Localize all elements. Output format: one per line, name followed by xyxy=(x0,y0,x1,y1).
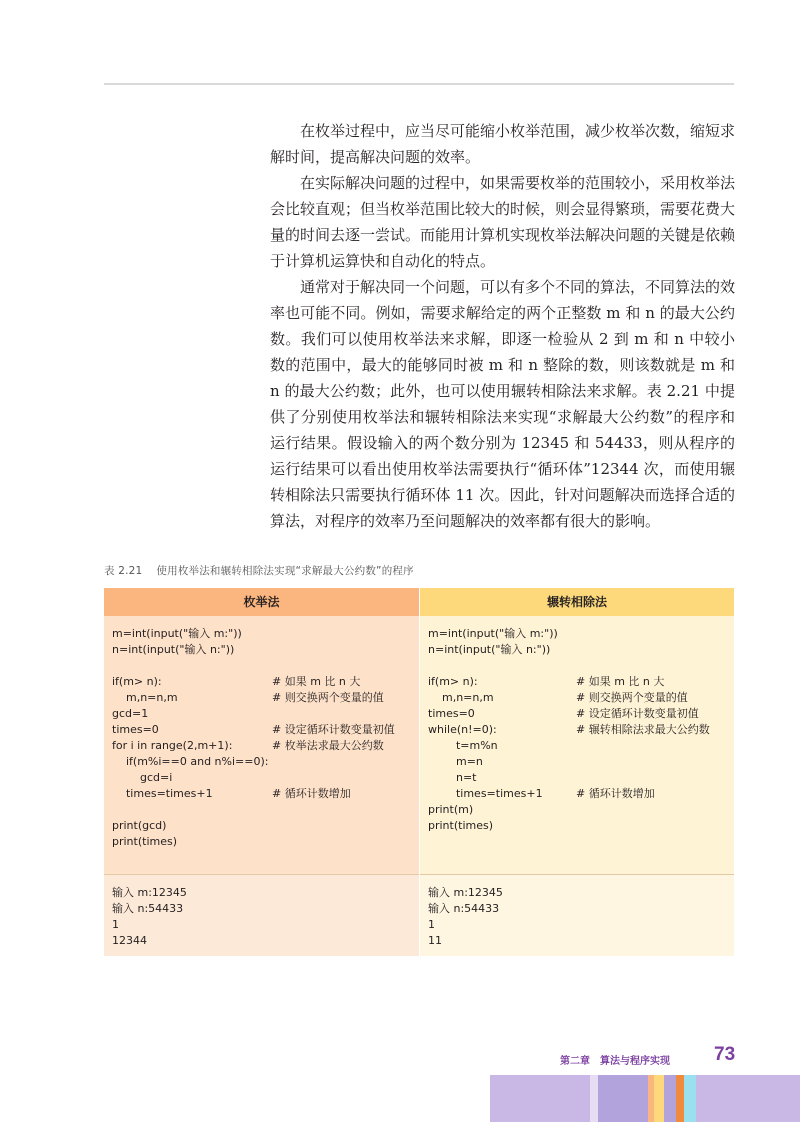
code-line: m,n=n,m xyxy=(112,691,178,704)
euclid-code xyxy=(420,616,734,875)
code-line: gcd=1 xyxy=(112,707,149,720)
code-line: times=0 xyxy=(428,707,475,720)
code-comment: # 循环计数增加 xyxy=(272,787,351,800)
code-line: times=0 xyxy=(112,723,159,736)
enumeration-code xyxy=(104,616,419,875)
code-line: print(m) xyxy=(428,803,474,816)
paragraph: 在实际解决问题的过程中，如果需要枚举的范围较小，采用枚举法会比较直观；但当枚举范围比较大的时候，则会显得繁琐，需要花费大量的时间去逐一尝试。而能用计算机实现枚举法解决问题的关键是依赖于计算机运算快和自动化的特点。 xyxy=(270,174,736,270)
code-line: while(n!=0): xyxy=(428,723,497,736)
code-line: for i in range(2,m+1): xyxy=(112,739,233,752)
code-line: if(m> n): xyxy=(112,675,162,688)
output-line: 1 xyxy=(112,918,119,931)
stripe xyxy=(598,1075,648,1122)
code-line: print(times) xyxy=(428,819,494,832)
output-line: 输入 n:54433 xyxy=(112,902,184,915)
chapter-label: 第二章 xyxy=(560,1056,590,1067)
code-line: gcd=i xyxy=(112,771,173,784)
code-comment: # 如果 m 比 n 大 xyxy=(576,675,665,688)
code-line: m=int(input("输入 m:")) xyxy=(112,627,242,640)
code-line: if(m%i==0 and n%i==0): xyxy=(112,755,269,768)
output-line: 输入 m:12345 xyxy=(428,886,503,899)
stripe xyxy=(654,1075,664,1122)
decorative-stripes xyxy=(490,1075,800,1122)
code-comment: # 设定循环计数变量初值 xyxy=(272,723,395,736)
code-comment: # 如果 m 比 n 大 xyxy=(272,675,361,688)
chapter-title: 算法与程序实现 xyxy=(600,1056,670,1067)
stripe xyxy=(684,1075,696,1122)
output-line: 11 xyxy=(428,934,442,947)
footer-chapter xyxy=(560,1052,670,1067)
code-comment: # 枚举法求最大公约数 xyxy=(272,739,384,752)
body-text xyxy=(270,118,735,534)
output-line: 输入 m:12345 xyxy=(112,886,187,899)
top-rule xyxy=(104,83,734,85)
code-line: times=times+1 xyxy=(428,787,543,800)
code-line: m,n=n,m xyxy=(428,691,494,704)
stripe xyxy=(676,1075,684,1122)
enumeration-column xyxy=(104,588,419,956)
code-line: n=int(input("输入 n:")) xyxy=(112,643,235,656)
code-line: m=int(input("输入 m:")) xyxy=(428,627,558,640)
code-comment: # 循环计数增加 xyxy=(576,787,655,800)
table-caption xyxy=(104,563,734,578)
code-line: n=int(input("输入 n:")) xyxy=(428,643,551,656)
code-line: print(times) xyxy=(112,835,178,848)
code-line: m=n xyxy=(428,755,483,768)
euclid-output xyxy=(420,875,734,956)
table-title: 使用枚举法和辗转相除法实现“求解最大公约数”的程序 xyxy=(156,565,414,577)
code-line: n=t xyxy=(428,771,477,784)
code-line: t=m%n xyxy=(428,739,498,752)
code-comparison-table xyxy=(104,588,734,956)
euclid-header: 辗转相除法 xyxy=(420,588,734,616)
code-line: print(gcd) xyxy=(112,819,167,832)
code-comment: # 辗转相除法求最大公约数 xyxy=(576,723,710,736)
stripe xyxy=(696,1075,800,1122)
stripe xyxy=(490,1075,590,1122)
code-comment: # 则交换两个变量的值 xyxy=(576,691,688,704)
euclid-column xyxy=(420,588,734,956)
code-comment: # 设定循环计数变量初值 xyxy=(576,707,699,720)
output-line: 1 xyxy=(428,918,435,931)
enumeration-output xyxy=(104,875,419,956)
stripe xyxy=(664,1075,676,1122)
code-line: times=times+1 xyxy=(112,787,213,800)
output-line: 12344 xyxy=(112,934,147,947)
code-line: if(m> n): xyxy=(428,675,478,688)
table-number: 表 2.21 xyxy=(104,565,143,577)
stripe xyxy=(590,1075,598,1122)
enumeration-header: 枚举法 xyxy=(104,588,419,616)
output-line: 输入 n:54433 xyxy=(428,902,500,915)
code-comment: # 则交换两个变量的值 xyxy=(272,691,384,704)
paragraph: 通常对于解决同一个问题，可以有多个不同的算法，不同算法的效率也可能不同。例如，需要求解给定的两个正整数 m 和 n 的最大公约数。我们可以使用枚举法来求解，即逐一检验从 2 到 m 和 n 中较小数的范围中，最大的能够同时被 m 和 n 整除的数，则该数就是 m 和 n 的最大公约数；此外，也可以使用辗转相除法来求解。表 2.21 中提供了分别使用枚举法和辗转相除法来实现“求解最大公约数”的程序和运行结果。假设输入的两个数分别为 12345 和 54433，则从程序的运行结果可以看出使用枚举法需要执行“循环体”12344 次，而使用辗转相除法只需要执行循环体 11 次。因此，针对问题解决而选择合适的算法，对程序的效率乃至问题解决的效率都有很大的影响。 xyxy=(270,278,736,530)
page-number: 73 xyxy=(714,1044,736,1065)
paragraph: 在枚举过程中，应当尽可能缩小枚举范围，减少枚举次数，缩短求解时间，提高解决问题的效率。 xyxy=(270,122,736,166)
